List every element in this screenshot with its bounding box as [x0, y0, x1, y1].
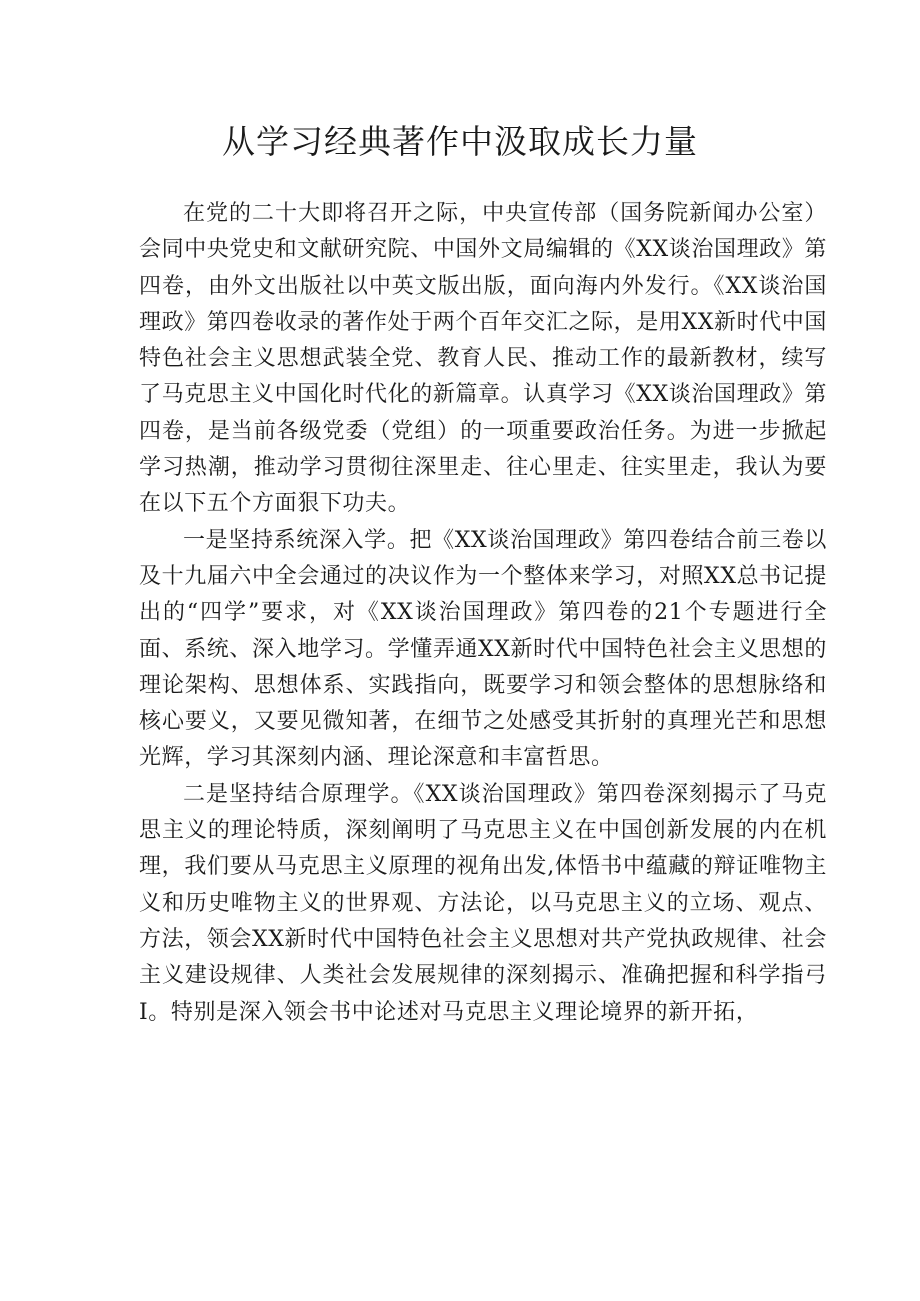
paragraph-point-two: 二是坚持结合原理学。《XX谈治国理政》第四卷深刻揭示了马克思主义的理论特质，深刻阐明了马克思主义在中国创新发展的内在机理，我们要从马克思主义原理的视角出发,体悟书中蕴藏的辩证唯物主义和历史唯物主义的世界观、方法论，以马克思主义的立场、观点、方法，领会XX新时代中国特色社会主义思想对共产党执政规律、社会主义建设规律、人类社会发展规律的深刻揭示、准确把握和科学指弓I。特别是深入领会书中论述对马克思主义理论境界的新开拓， [139, 781, 827, 1025]
document-body [139, 196, 827, 1031]
document-title: 从学习经典著作中汲取成长力量 [222, 122, 698, 161]
paragraph-intro: 在党的二十大即将召开之际，中央宣传部（国务院新闻办公室）会同中央党史和文献研究院、中国外文局编辑的《XX谈治国理政》第四卷，由外文出版社以中英文版出版，面向海内外发行。《XX谈治国理政》第四卷收录的著作处于两个百年交汇之际，是用XX新时代中国特色社会主义思想武装全党、教育人民、推动工作的最新教材，续写了马克思主义中国化时代化的新篇章。认真学习《XX谈治国理政》第四卷，是当前各级党委（党组）的一项重要政治任务。为进一步掀起学习热潮，推动学习贯彻往深里走、往心里走、往实里走，我认为要在以下五个方面狠下功夫。 [139, 201, 827, 517]
paragraph-point-one: 一是坚持系统深入学。把《XX谈治国理政》第四卷结合前三卷以及十九届六中全会通过的决议作为一个整体来学习，对照XX总书记提出的“四学”要求，对《XX谈治国理政》第四卷的21个专题进行全面、系统、深入地学习。学懂弄通XX新时代中国特色社会主义思想的理论架构、思想体系、实践指向，既要学习和领会整体的思想脉络和核心要义，又要见微知著，在细节之处感受其折射的真理光芒和思想光辉，学习其深刻内涵、理论深意和丰富哲思。 [139, 527, 827, 771]
